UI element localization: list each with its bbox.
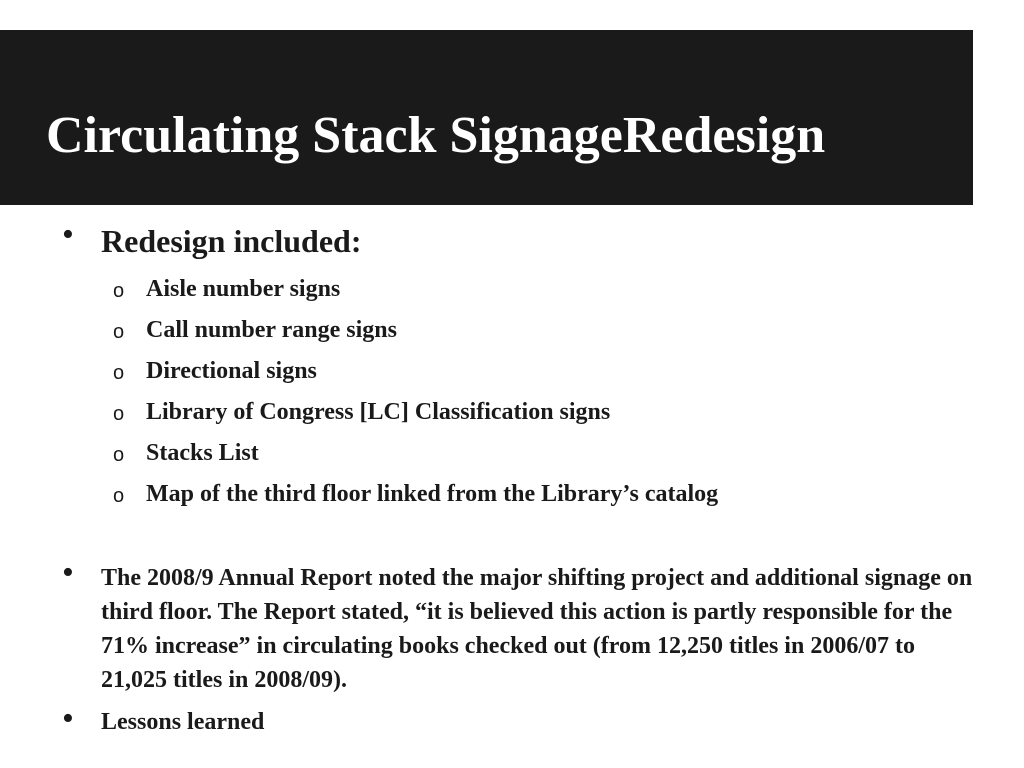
bullet-marker: •	[62, 554, 74, 591]
bullet-annual-report-paragraph: The 2008/9 Annual Report noted the major shifting project and additional signage on third floor. The Report stated, “it is believed this action is partly responsible for the 71% increase” in circulating books checked out (from 12,250 titles in 2006/07 to 21,025 titles in 2008/09).	[101, 565, 973, 693]
sub-bullet-marker: o	[113, 403, 125, 425]
sub-item-stacks-list: Stacks List	[146, 440, 259, 466]
sub-bullet-marker: o	[113, 321, 125, 343]
bullet-marker: •	[62, 216, 74, 253]
sub-item-aisle-number-signs: Aisle number signs	[146, 276, 341, 302]
sub-bullet-marker: o	[113, 280, 125, 302]
sub-item-third-floor-map: Map of the third floor linked from the Library’s catalog	[146, 481, 719, 507]
sub-bullet-marker: o	[113, 362, 125, 384]
sub-item-lc-classification-signs: Library of Congress [LC] Classification signs	[146, 399, 611, 425]
bullet-lessons-learned: Lessons learned	[101, 709, 265, 735]
sub-item-directional-signs: Directional signs	[146, 358, 317, 384]
bullet-marker: •	[62, 700, 74, 737]
slide-title: Circulating Stack SignageRedesign	[46, 107, 826, 164]
sub-item-call-number-range-signs: Call number range signs	[146, 317, 397, 343]
sub-bullet-marker: o	[113, 444, 125, 466]
sub-bullet-marker: o	[113, 485, 125, 507]
bullet-redesign-included: Redesign included:	[101, 223, 362, 259]
